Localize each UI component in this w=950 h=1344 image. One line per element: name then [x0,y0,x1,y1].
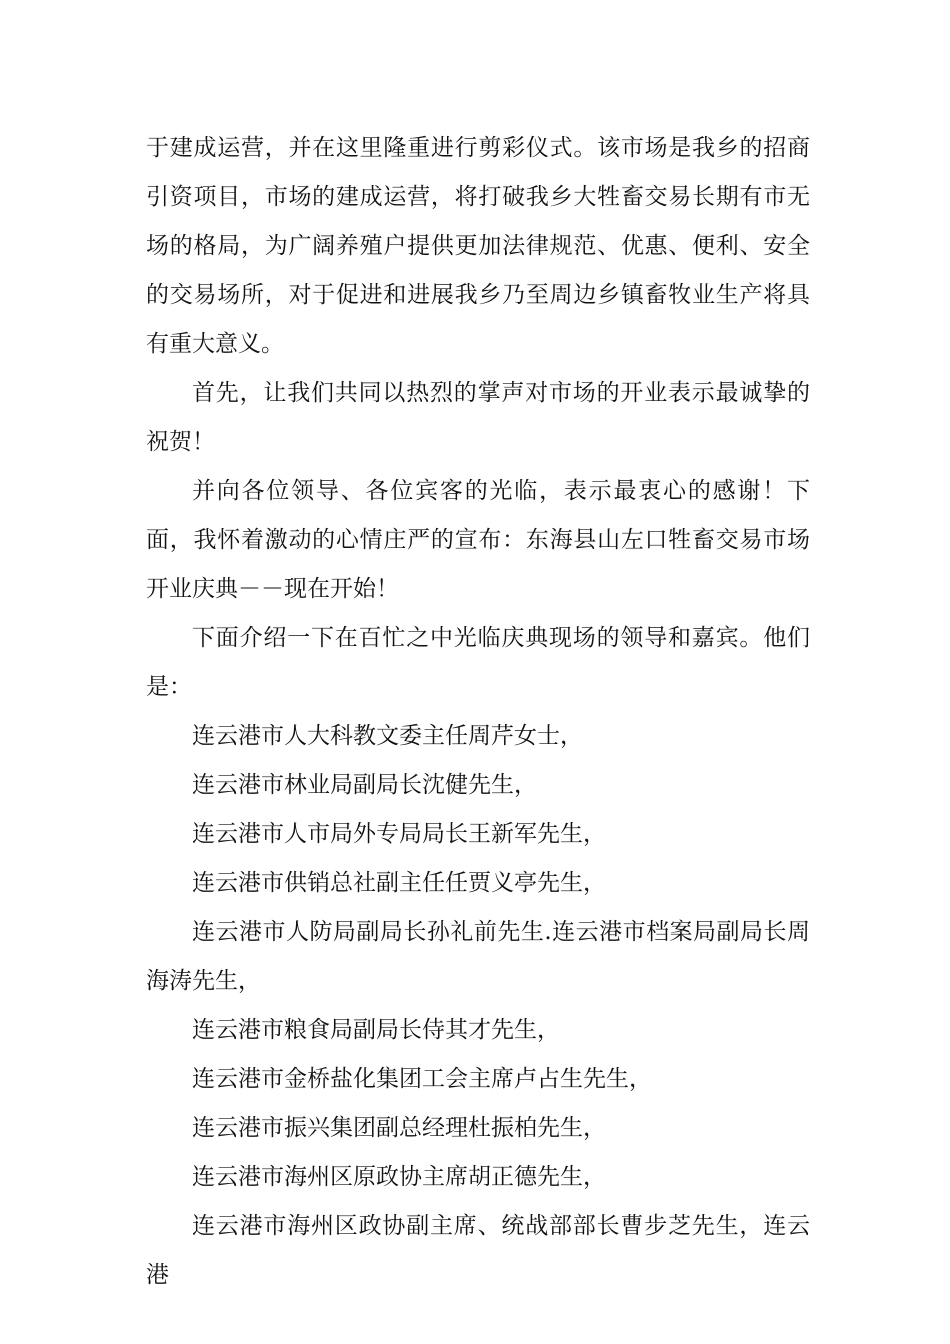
guest-list-item: 连云港市人市局外专局局长王新军先生， [192,821,606,847]
guest-list-item: 连云港市林业局副局长沈健先生， [192,772,537,798]
paragraph-congratulations: 首先，让我们共同以热烈的掌声对市场的开业表示最诚挚的祝贺！ [146,380,810,455]
paragraph-guest-intro: 下面介绍一下在百忙之中光临庆典现场的领导和嘉宾。他们是： [146,625,810,700]
guest-list-item: 连云港市粮食局副局长侍其才先生， [192,1017,560,1043]
paragraph-market-opening: 于建成运营，并在这里隆重进行剪彩仪式。该市场是我乡的招商引资项目，市场的建成运营，将打破我乡大牲畜交易长期有市无场的格局，为广阔养殖户提供更加法律规范、优惠、便利、安全的交易场所，对于促进和进展我乡乃至周边乡镇畜牧业生产将具有重大意义。 [146,135,810,357]
guest-list-item: 连云港市海州区政协副主席、统战部部长曹步芝先生，连云港 [146,1213,810,1288]
guest-list-item: 连云港市供销总社副主任任贾义亭先生， [192,870,606,896]
document-body [146,124,810,1300]
guest-list-item: 连云港市振兴集团副总经理杜振柏先生， [192,1115,606,1141]
guest-list-item: 连云港市人防局副局长孙礼前先生.连云港市档案局副局长周海涛先生， [146,919,810,994]
guest-list-item: 连云港市金桥盐化集团工会主席卢占生先生， [192,1066,652,1092]
guest-list-item: 连云港市人大科教文委主任周芹女士， [192,723,583,749]
paragraph-announcement: 并向各位领导、各位宾客的光临，表示最衷心的感谢！下面，我怀着激动的心情庄严的宣布：东海县山左口牲畜交易市场开业庆典－－现在开始！ [146,478,810,602]
guest-list-item: 连云港市海州区原政协主席胡正德先生， [192,1164,606,1190]
